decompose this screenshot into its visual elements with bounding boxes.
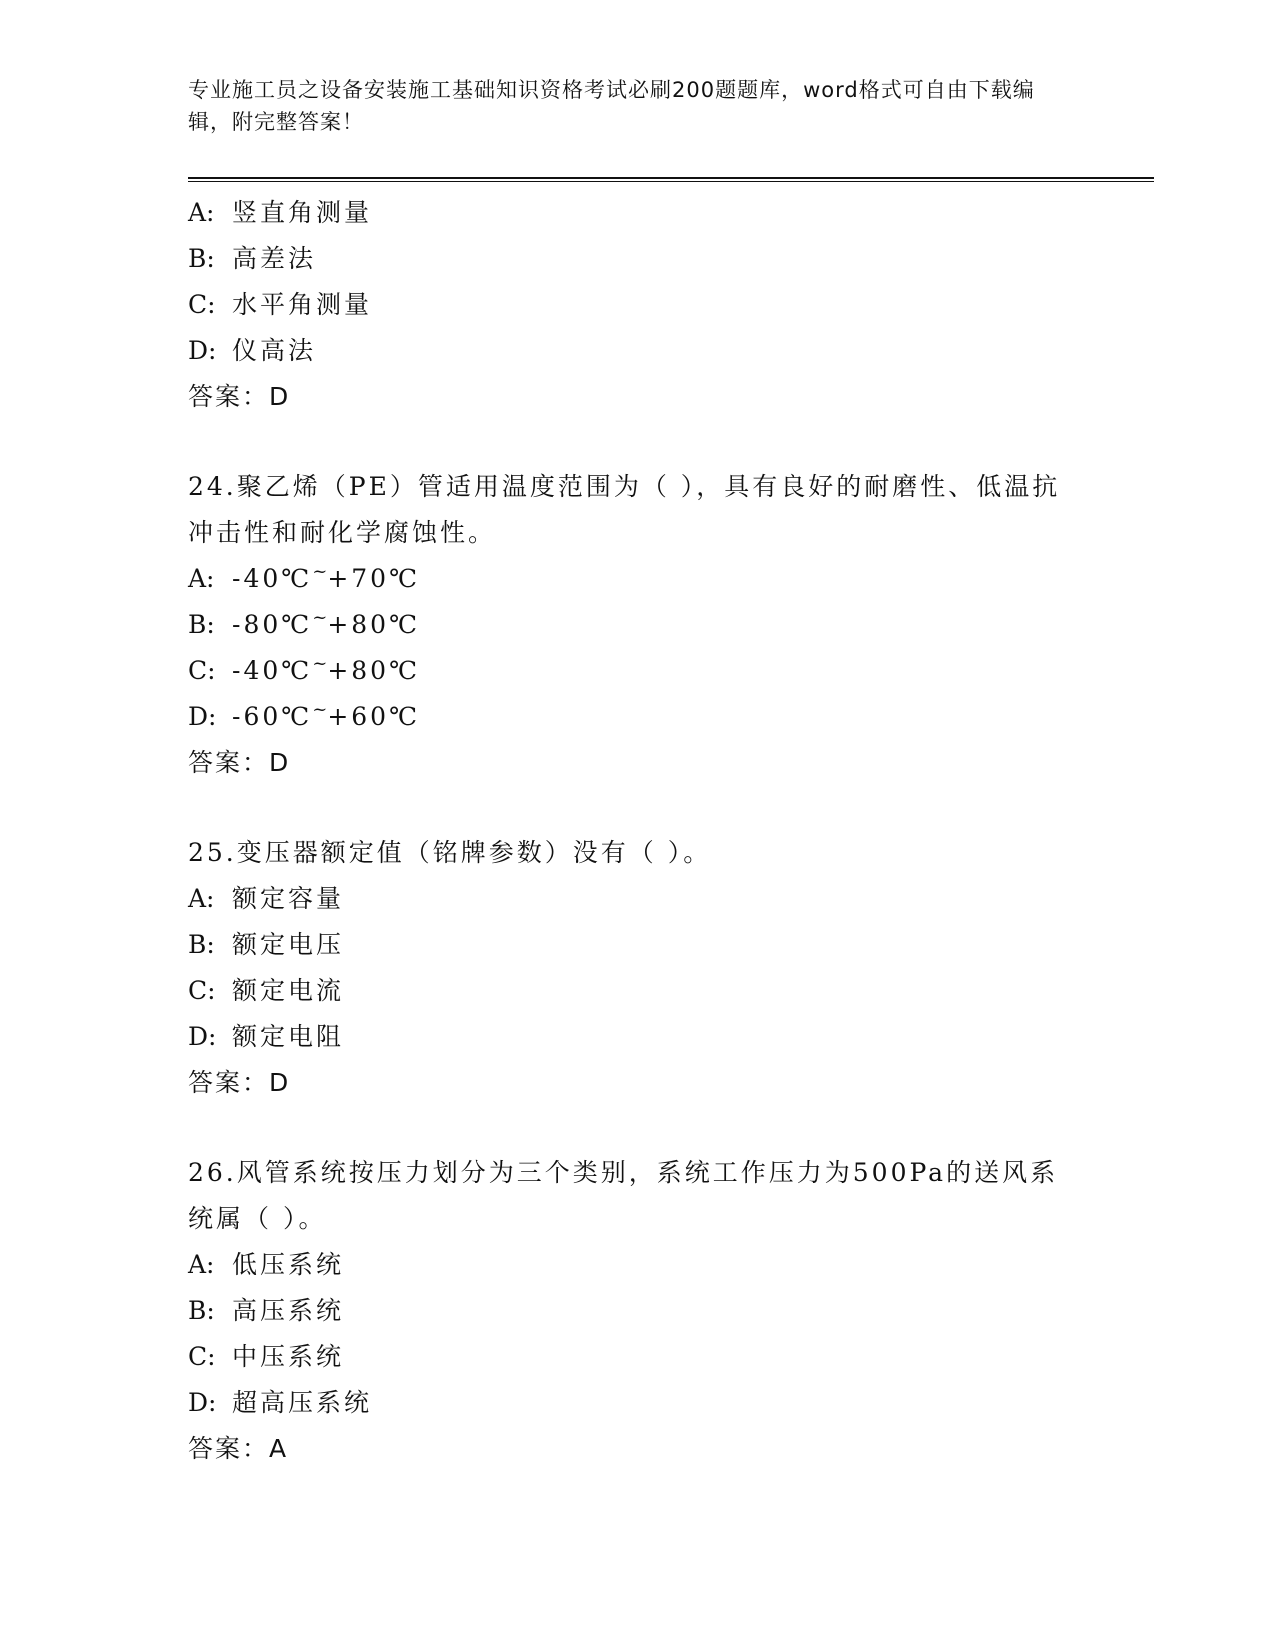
header-title: 专业施工员之设备安装施工基础知识资格考试必刷200题题库，word格式可自由下载编辑，附完整答案！ [188,78,1035,134]
question-23 [188,190,1088,420]
question-stem: 24.聚乙烯（PE）管适用温度范围为（ ），具有良好的耐磨性、低温抗冲击性和耐化学腐蚀性。 [188,472,1061,547]
option-d: D: 仪高法 [188,336,317,365]
question-list [188,190,1088,1472]
option-a: A: 额定容量 [188,884,345,913]
option-c: C: 水平角测量 [188,290,373,319]
option-c: C: 额定电流 [188,976,345,1005]
option-b: B: 额定电压 [188,930,345,959]
question-25 [188,830,1088,1106]
option-b: B: -80℃~+80℃ [188,607,421,639]
header-rule-thick [188,177,1154,179]
question-24 [188,464,1088,786]
option-a: A: 竖直角测量 [188,198,373,227]
option-a: A: 低压系统 [188,1250,345,1279]
answer-line: 答案：D [188,1068,291,1097]
document-header [188,74,1068,138]
question-stem: 25.变压器额定值（铭牌参数）没有（ ）。 [188,838,712,867]
question-stem: 26.风管系统按压力划分为三个类别，系统工作压力为500Pa的送风系统属（ ）。 [188,1158,1059,1233]
option-b: B: 高差法 [188,244,317,273]
option-b: B: 高压系统 [188,1296,345,1325]
answer-line: 答案：D [188,748,291,777]
header-rule-thin [188,181,1154,182]
question-26 [188,1150,1088,1472]
option-c: C: 中压系统 [188,1342,345,1371]
option-d: D: -60℃~+60℃ [188,699,421,731]
answer-line: 答案：A [188,1434,289,1463]
option-d: D: 额定电阻 [188,1022,345,1051]
option-a: A: -40℃~+70℃ [188,561,421,593]
option-d: D: 超高压系统 [188,1388,373,1417]
answer-line: 答案：D [188,382,291,411]
option-c: C: -40℃~+80℃ [188,653,421,685]
